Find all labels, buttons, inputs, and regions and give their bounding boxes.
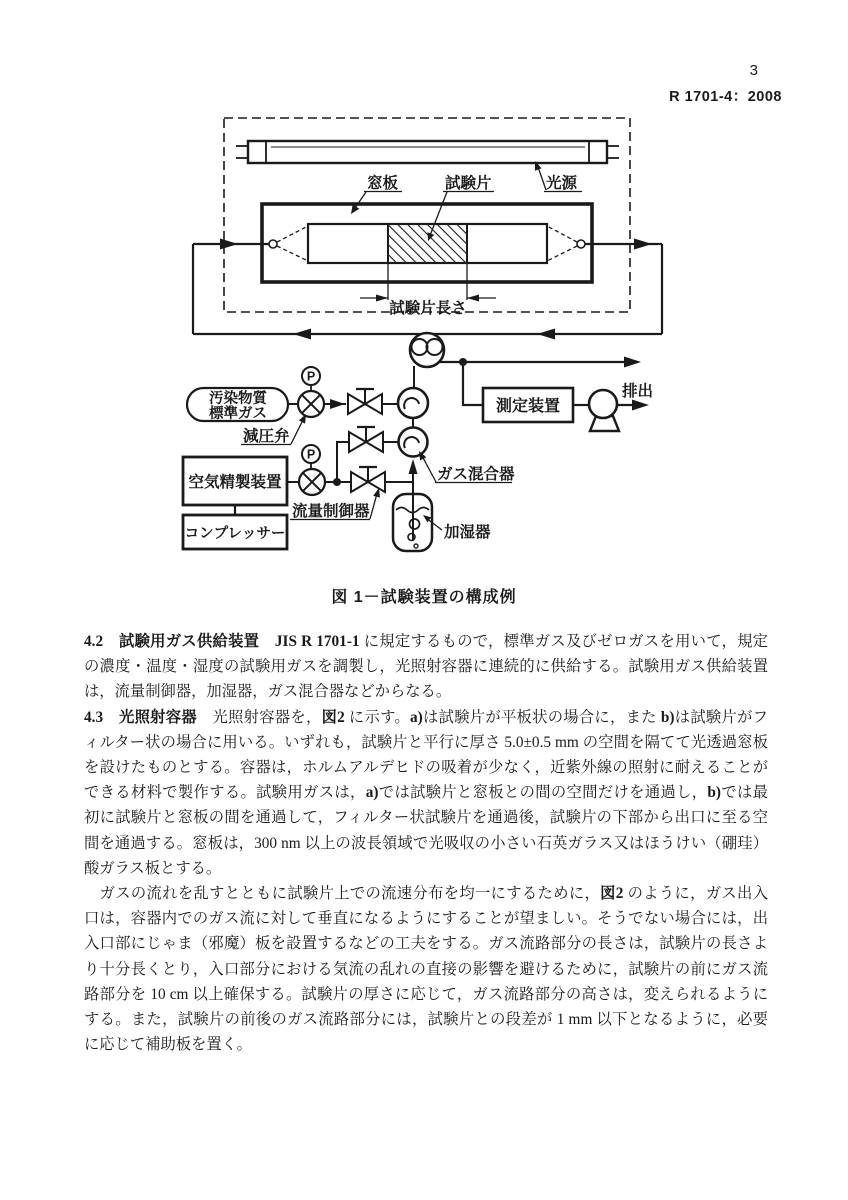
- figure-caption: 図 1－試験装置の構成例: [331, 589, 517, 606]
- suction-pump: [589, 390, 619, 431]
- svg-text:試験片: 試験片: [445, 175, 492, 192]
- svg-text:減圧弁: 減圧弁: [243, 428, 290, 445]
- callout-window-plate: [351, 173, 402, 214]
- standard-code: R 1701-4：2008: [669, 89, 782, 105]
- vent-arrow: [624, 357, 641, 368]
- paragraph: 4.2 試験用ガス供給装置 JIS R 1701-1 に規定するもので，標準ガス及びゼロガスを用いて，規定の濃度・温度・湿度の試験用ガスを調製し，光照射容器に連続的に供給する。試験用ガス供給装置は，流量制御器，加湿器，ガス混合器などからなる。: [84, 633, 768, 701]
- page-number: 3: [749, 62, 758, 79]
- svg-text:光源: 光源: [546, 175, 578, 192]
- gas-mixer-2: [399, 428, 428, 457]
- svg-text:P: P: [306, 369, 316, 384]
- exhaust-label: 排出: [622, 383, 654, 400]
- test-piece-length-label: 試験片長さ: [389, 300, 467, 317]
- body-text: [84, 629, 768, 1057]
- circulation-pump: [410, 333, 444, 367]
- paragraph: ガスの流れを乱すとともに試験片上での流速分布を均一にするために，図2 のように，ガス出入口は，容器内でのガス流に対して垂直になるようにすることが望ましい。そうでない場合には，出入口部にじゃま（邪魔）板を設置するなどの工夫をする。ガス流路部分の長さは，試験片の長さより十分長くとり，入口部分における気流の乱れの直接の影響を避けるために，試験片の前にガス流路部分を 10 cm 以上確保する。試験片の厚さに応じて，ガス流路部分の高さは，変えられるようにする。また，試験片の前後のガス流路部分には，試験片との段差が 1 mm 以下となるように，必要に応じて補助板を置く。: [84, 885, 768, 1054]
- svg-text:汚染物質: 汚染物質: [209, 391, 267, 407]
- svg-text:P: P: [306, 447, 316, 462]
- svg-text:加湿器: 加湿器: [444, 524, 491, 541]
- svg-text:ガス混合器: ガス混合器: [437, 466, 515, 483]
- svg-text:コンプレッサー: コンプレッサー: [184, 526, 286, 542]
- measuring-device: [483, 388, 573, 422]
- compressor: [183, 515, 287, 549]
- svg-text:空気精製装置: 空気精製装置: [188, 474, 282, 491]
- valve-2: [349, 427, 383, 452]
- paragraph: 4.3 光照射容器 光照射容器を，図2 に示す。a)は試験片が平板状の場合に，また b)は試験片がフィルター状の場合に用いる。いずれも，試験片と平行に厚さ 5.0±0.5 mm の空間を隔てて光透過窓板を設けたものとする。容器は，ホルムアルデヒドの吸着が少なく，近紫外線の照射に耐えることができる材料で製作する。試験用ガスは，a)では試験片と窓板との間の空間だけを通過し，b)では最初に試験片と窓板の間を通過して，フィルター状試験片を通過後，試験片の下部から出口に至る空間を通過する。窓板は，300 nm 以上の波長領域で光吸収の小さい石英ガラス又はほうけい（硼珪）酸ガラス板とする。: [84, 708, 768, 877]
- callout-light-source: [535, 161, 582, 192]
- air-purifier: [183, 457, 287, 505]
- uv-lamp: [236, 141, 619, 163]
- svg-text:窓板: 窓板: [367, 175, 399, 192]
- svg-text:測定装置: 測定装置: [495, 398, 561, 415]
- valve-1: [348, 389, 382, 414]
- irradiation-chamber: [262, 204, 592, 282]
- test-piece-hatch: [388, 224, 467, 263]
- pollutant-gas-cylinder: [187, 388, 288, 422]
- callout-gas-mixer: [419, 451, 515, 483]
- gas-mixer-1: [398, 388, 428, 418]
- valve-3: [351, 467, 385, 492]
- exhaust-arrow: [632, 400, 649, 411]
- svg-text:流量制御器: 流量制御器: [292, 503, 370, 520]
- svg-text:標準ガス: 標準ガス: [209, 406, 267, 422]
- figure-1-diagram: [0, 0, 848, 575]
